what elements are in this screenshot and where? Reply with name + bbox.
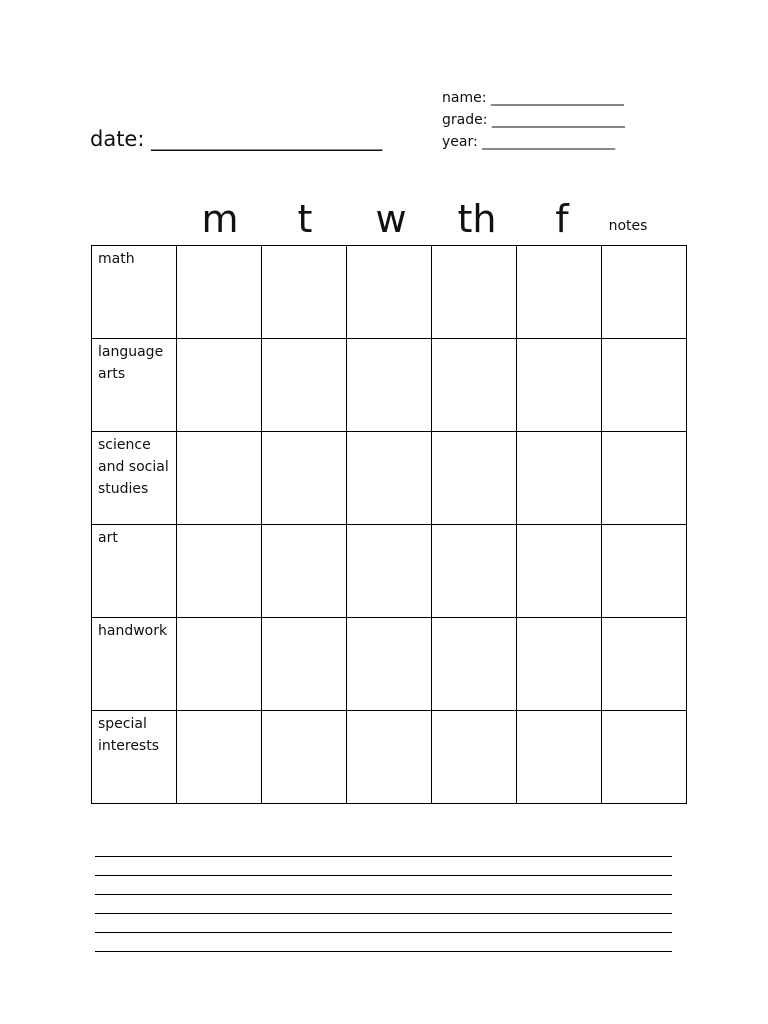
cell-science-monday[interactable]: [177, 432, 262, 525]
cell-special-interests-notes[interactable]: [602, 711, 687, 804]
cell-math-tuesday[interactable]: [262, 246, 347, 339]
cell-art-thursday[interactable]: [432, 525, 517, 618]
cell-science-notes[interactable]: [602, 432, 687, 525]
year-field[interactable]: year: ___________________: [442, 134, 616, 150]
table-row: [92, 432, 687, 525]
cell-language-arts-thursday[interactable]: [432, 339, 517, 432]
cell-special-interests-monday[interactable]: [177, 711, 262, 804]
table-row: [92, 711, 687, 804]
writing-line[interactable]: [95, 894, 672, 895]
subject-art: art: [92, 525, 177, 618]
cell-language-arts-tuesday[interactable]: [262, 339, 347, 432]
cell-math-thursday[interactable]: [432, 246, 517, 339]
cell-handwork-tuesday[interactable]: [262, 618, 347, 711]
cell-special-interests-thursday[interactable]: [432, 711, 517, 804]
day-header-monday: m: [201, 197, 239, 241]
notes-header: notes: [608, 218, 648, 234]
day-header-thursday: th: [457, 197, 497, 241]
cell-science-thursday[interactable]: [432, 432, 517, 525]
subject-language-arts: language arts: [92, 339, 177, 432]
writing-line[interactable]: [95, 932, 672, 933]
cell-handwork-friday[interactable]: [517, 618, 602, 711]
cell-language-arts-notes[interactable]: [602, 339, 687, 432]
cell-science-friday[interactable]: [517, 432, 602, 525]
name-field[interactable]: name: ___________________: [442, 90, 624, 106]
cell-science-wednesday[interactable]: [347, 432, 432, 525]
table-row: [92, 246, 687, 339]
subject-math: math: [92, 246, 177, 339]
cell-handwork-monday[interactable]: [177, 618, 262, 711]
subject-science-social-studies: science and social studies: [92, 432, 177, 525]
cell-special-interests-wednesday[interactable]: [347, 711, 432, 804]
cell-art-friday[interactable]: [517, 525, 602, 618]
cell-special-interests-tuesday[interactable]: [262, 711, 347, 804]
cell-handwork-thursday[interactable]: [432, 618, 517, 711]
cell-math-friday[interactable]: [517, 246, 602, 339]
table-row: [92, 618, 687, 711]
table-row: [92, 525, 687, 618]
cell-art-wednesday[interactable]: [347, 525, 432, 618]
writing-line[interactable]: [95, 875, 672, 876]
cell-language-arts-wednesday[interactable]: [347, 339, 432, 432]
cell-art-tuesday[interactable]: [262, 525, 347, 618]
cell-science-tuesday[interactable]: [262, 432, 347, 525]
cell-special-interests-friday[interactable]: [517, 711, 602, 804]
grade-field[interactable]: grade: ___________________: [442, 112, 625, 128]
day-header-friday: f: [555, 197, 569, 241]
subject-handwork: handwork: [92, 618, 177, 711]
cell-language-arts-friday[interactable]: [517, 339, 602, 432]
schedule-table: [91, 245, 687, 804]
cell-math-monday[interactable]: [177, 246, 262, 339]
cell-art-monday[interactable]: [177, 525, 262, 618]
day-header-wednesday: w: [375, 197, 407, 241]
day-header-tuesday: t: [297, 197, 313, 241]
cell-handwork-wednesday[interactable]: [347, 618, 432, 711]
cell-language-arts-monday[interactable]: [177, 339, 262, 432]
writing-line[interactable]: [95, 856, 672, 857]
date-field[interactable]: date: ______________________: [90, 127, 383, 151]
cell-math-wednesday[interactable]: [347, 246, 432, 339]
cell-art-notes[interactable]: [602, 525, 687, 618]
writing-line[interactable]: [95, 951, 672, 952]
cell-math-notes[interactable]: [602, 246, 687, 339]
writing-line[interactable]: [95, 913, 672, 914]
subject-special-interests: special interests: [92, 711, 177, 804]
table-row: [92, 339, 687, 432]
cell-handwork-notes[interactable]: [602, 618, 687, 711]
